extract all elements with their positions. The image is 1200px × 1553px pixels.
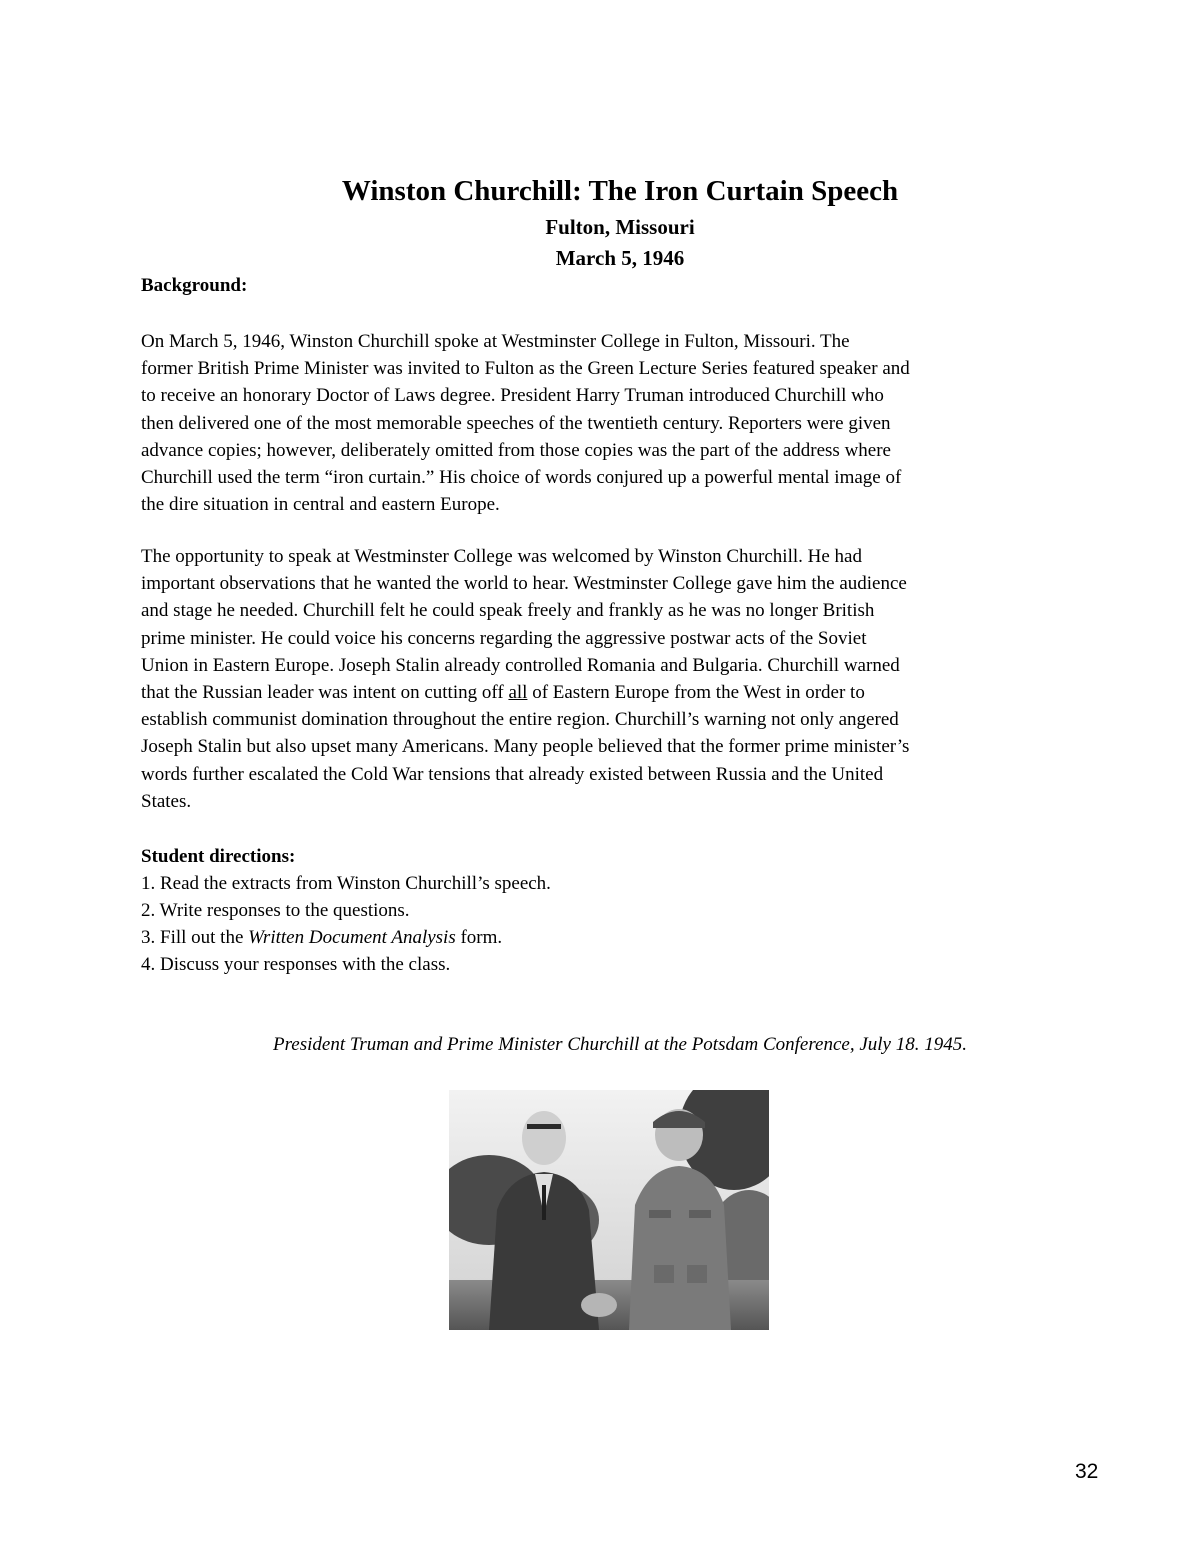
direction-item: 1. Read the extracts from Winston Churchill’s speech. bbox=[141, 873, 551, 894]
paragraph-line: former British Prime Minister was invited to Fulton as the Green Lecture Series featured speaker and bbox=[141, 358, 910, 380]
paragraph-line: Union in Eastern Europe. Joseph Stalin already controlled Romania and Bulgaria. Churchill warned bbox=[141, 654, 900, 676]
paragraph-line: the dire situation in central and eastern Europe. bbox=[141, 494, 500, 516]
page-number: 32 bbox=[1075, 1460, 1099, 1483]
directions-list bbox=[141, 870, 551, 978]
line-text: of Eastern Europe from the West in order to bbox=[527, 682, 865, 704]
paragraph-line bbox=[141, 679, 1101, 706]
italic-title: Written Document Analysis bbox=[248, 927, 456, 948]
line-text: that the Russian leader was intent on cutting off bbox=[141, 682, 509, 704]
direction-item: 2. Write responses to the questions. bbox=[141, 900, 410, 921]
paragraph-line: important observations that he wanted the world to hear. Westminster College gave him the audience bbox=[141, 573, 907, 595]
direction-item: 4. Discuss your responses with the class. bbox=[141, 954, 451, 975]
document-date: March 5, 1946 bbox=[555, 246, 685, 270]
photo-caption: President Truman and Prime Minister Churchill at the Potsdam Conference, July 18. 1945. bbox=[273, 1034, 967, 1055]
paragraph-line: prime minister. He could voice his concerns regarding the aggressive postwar acts of the Soviet bbox=[141, 627, 867, 649]
paragraph-line: On March 5, 1946, Winston Churchill spoke at Westminster College in Fulton, Missouri. The bbox=[141, 331, 850, 352]
background-paragraph-1 bbox=[141, 328, 1101, 518]
paragraph-line: then delivered one of the most memorable speeches of the twentieth century. Reporters were given bbox=[141, 412, 891, 434]
directions-heading: Student directions: bbox=[141, 846, 296, 867]
document-location: Fulton, Missouri bbox=[545, 215, 695, 239]
underlined-word: all bbox=[508, 682, 528, 704]
paragraph-line: Joseph Stalin but also upset many Americans. Many people believed that the former prime minister’s bbox=[141, 736, 910, 758]
historical-photo bbox=[449, 1090, 769, 1330]
paragraph-line: Churchill used the term “iron curtain.” His choice of words conjured up a powerful mental image of bbox=[141, 467, 902, 489]
paragraph-line: advance copies; however, deliberately omitted from those copies was the part of the address where bbox=[141, 439, 891, 461]
background-heading: Background: bbox=[141, 275, 248, 296]
paragraph-line: establish communist domination throughout the entire region. Churchill’s warning not only angered bbox=[141, 709, 899, 731]
paragraph-line: words further escalated the Cold War tensions that already existed between Russia and the United bbox=[141, 763, 884, 785]
paragraph-line: to receive an honorary Doctor of Laws degree. President Harry Truman introduced Churchill who bbox=[141, 385, 884, 407]
paragraph-line: States. bbox=[141, 790, 192, 812]
photo-illustration bbox=[449, 1090, 769, 1330]
document-title: Winston Churchill: The Iron Curtain Speech bbox=[341, 175, 899, 207]
paragraph-line: The opportunity to speak at Westminster College was welcomed by Winston Churchill. He had bbox=[141, 546, 862, 567]
item-text: form. bbox=[455, 927, 503, 948]
direction-item bbox=[141, 924, 551, 951]
item-text: 3. Fill out the bbox=[141, 927, 249, 948]
paragraph-line: and stage he needed. Churchill felt he could speak freely and frankly as he was no longer British bbox=[141, 600, 875, 622]
background-paragraph-2 bbox=[141, 543, 1101, 815]
